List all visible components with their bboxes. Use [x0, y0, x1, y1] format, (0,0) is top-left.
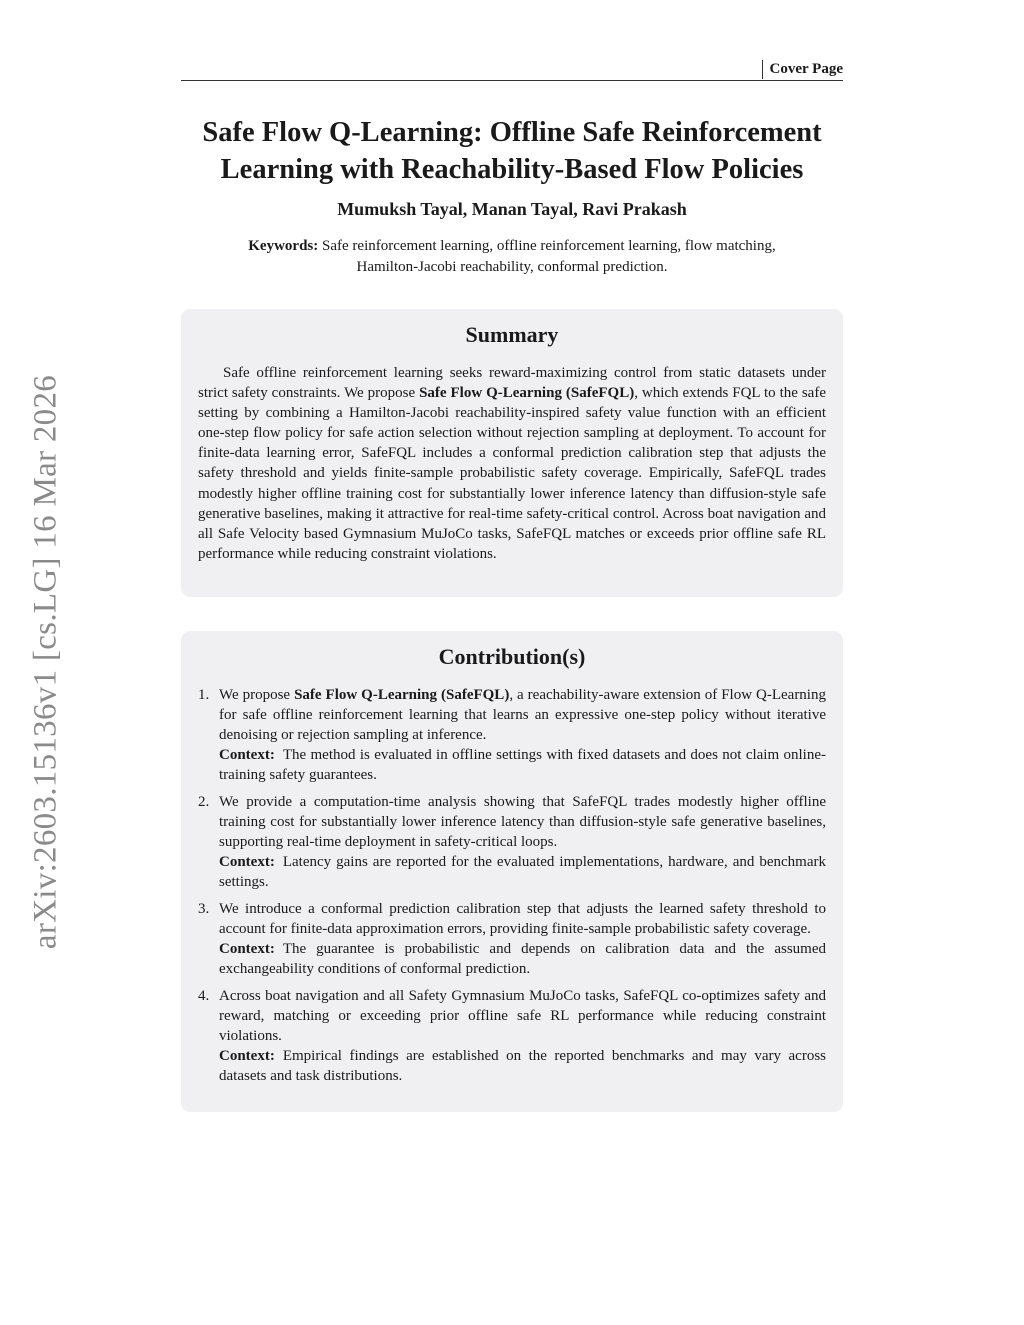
contribution-item: [198, 792, 826, 892]
context-text: The method is evaluated in offline settings with fixed datasets and does not claim online-training safety guarantees.: [219, 747, 826, 784]
keywords-text-2: Hamilton-Jacobi reachability, conformal prediction.: [356, 258, 668, 275]
cover-page-label: Cover Page: [762, 60, 843, 79]
keywords-line-1: [181, 236, 843, 257]
contribution-number: 1.: [198, 687, 210, 703]
context-label: Context:: [219, 854, 275, 871]
context-label: Context:: [219, 941, 275, 958]
title-line-2: Learning with Reachability-Based Flow Policies: [220, 154, 804, 185]
contribution-text: Across boat navigation and all Safety Gymnasium MuJoCo tasks, SafeFQL co-optimizes safety and reward, matching or exceeding prior offline safe RL performance while reducing constraint violations.: [219, 987, 826, 1044]
context-text: Empirical findings are established on the reported benchmarks and may vary across datasets and task distributions.: [219, 1048, 826, 1085]
contribution-item: [198, 899, 826, 979]
contribution-method-name: Safe Flow Q-Learning (SafeFQL): [294, 687, 510, 703]
contribution-statement: [219, 792, 826, 852]
context-text: The guarantee is probabilistic and depends on calibration data and the assumed exchangeability conditions of conformal prediction.: [219, 941, 826, 978]
contribution-statement: [219, 986, 826, 1046]
keywords-label: Keywords:: [248, 238, 319, 254]
author-list: Mumuksh Tayal, Manan Tayal, Ravi Prakash: [337, 199, 687, 219]
context-label: Context:: [219, 1048, 275, 1065]
summary-panel: [181, 309, 843, 597]
contribution-text: We propose: [219, 687, 295, 703]
summary-heading: Summary: [465, 322, 559, 347]
contribution-number: 4.: [198, 987, 210, 1004]
contributions-panel: [181, 631, 843, 1112]
keywords: [181, 236, 843, 277]
contribution-statement: [219, 899, 826, 939]
contribution-context: [219, 939, 826, 979]
contribution-item: [198, 986, 826, 1086]
contribution-statement: [219, 685, 826, 745]
contribution-text: We introduce a conformal prediction calibration step that adjusts the learned safety threshold to account for finite-data approximation errors, providing finite-sample probabilistic safety coverage.: [219, 900, 826, 938]
contribution-item: [198, 685, 826, 785]
context-text: Latency gains are reported for the evaluated implementations, hardware, and benchmark settings.: [219, 854, 826, 891]
contribution-context: [219, 1046, 826, 1086]
summary-paragraph: [198, 363, 826, 564]
contributions-list: [198, 685, 826, 1086]
contribution-number: 3.: [198, 900, 210, 917]
keywords-text-1: Safe reinforcement learning, offline reinforcement learning, flow matching,: [322, 238, 776, 254]
context-label: Context:: [219, 747, 275, 764]
summary-method-name: Safe Flow Q-Learning (SafeFQL): [419, 385, 635, 402]
header-rule: [181, 80, 843, 81]
arxiv-identifier-stamp: arXiv:2603.15136v1 [cs.LG] 16 Mar 2026: [27, 374, 64, 950]
contribution-number: 2.: [198, 793, 210, 810]
title-line-1: Safe Flow Q-Learning: Offline Safe Reinforcement: [202, 117, 822, 148]
summary-text-start: Safe offline reinforcement learning seeks reward-maximizing control from static datasets under strict safety constraints. We propose: [198, 365, 826, 402]
contribution-context: [219, 852, 826, 892]
contribution-context: [219, 745, 826, 785]
contributions-heading: Contribution(s): [438, 644, 586, 669]
paper-title: [181, 114, 843, 188]
summary-text-rest: , which extends FQL to the safe setting by combining a Hamilton-Jacobi reachability-inspired safety value function with an efficient one-step flow policy for safe action selection without rejection sampling at deployment. To account for finite-data learning error, SafeFQL includes a conformal prediction calibration step that adjusts the safety threshold and yields finite-sample probabilistic safety coverage. Empirically, SafeFQL trades modestly higher offline training cost for substantially lower inference latency than diffusion-style safe generative baselines, making it attractive for real-time safety-critical control. Across boat navigation and all Safe Velocity based Gymnasium MuJoCo tasks, SafeFQL matches or exceeds prior offline safe RL performance while reducing constraint violations.: [198, 385, 826, 562]
contribution-text-rest: , a reachability-aware extension of Flow Q-Learning for safe offline reinforcement learning that learns an expressive one-step policy without iterative denoising or rejection sampling at inference.: [219, 687, 826, 744]
contribution-text: We provide a computation-time analysis showing that SafeFQL trades modestly higher offline training cost for substantially lower inference latency than diffusion-style safe generative baselines, supporting real-time deployment in safety-critical loops.: [219, 793, 826, 851]
